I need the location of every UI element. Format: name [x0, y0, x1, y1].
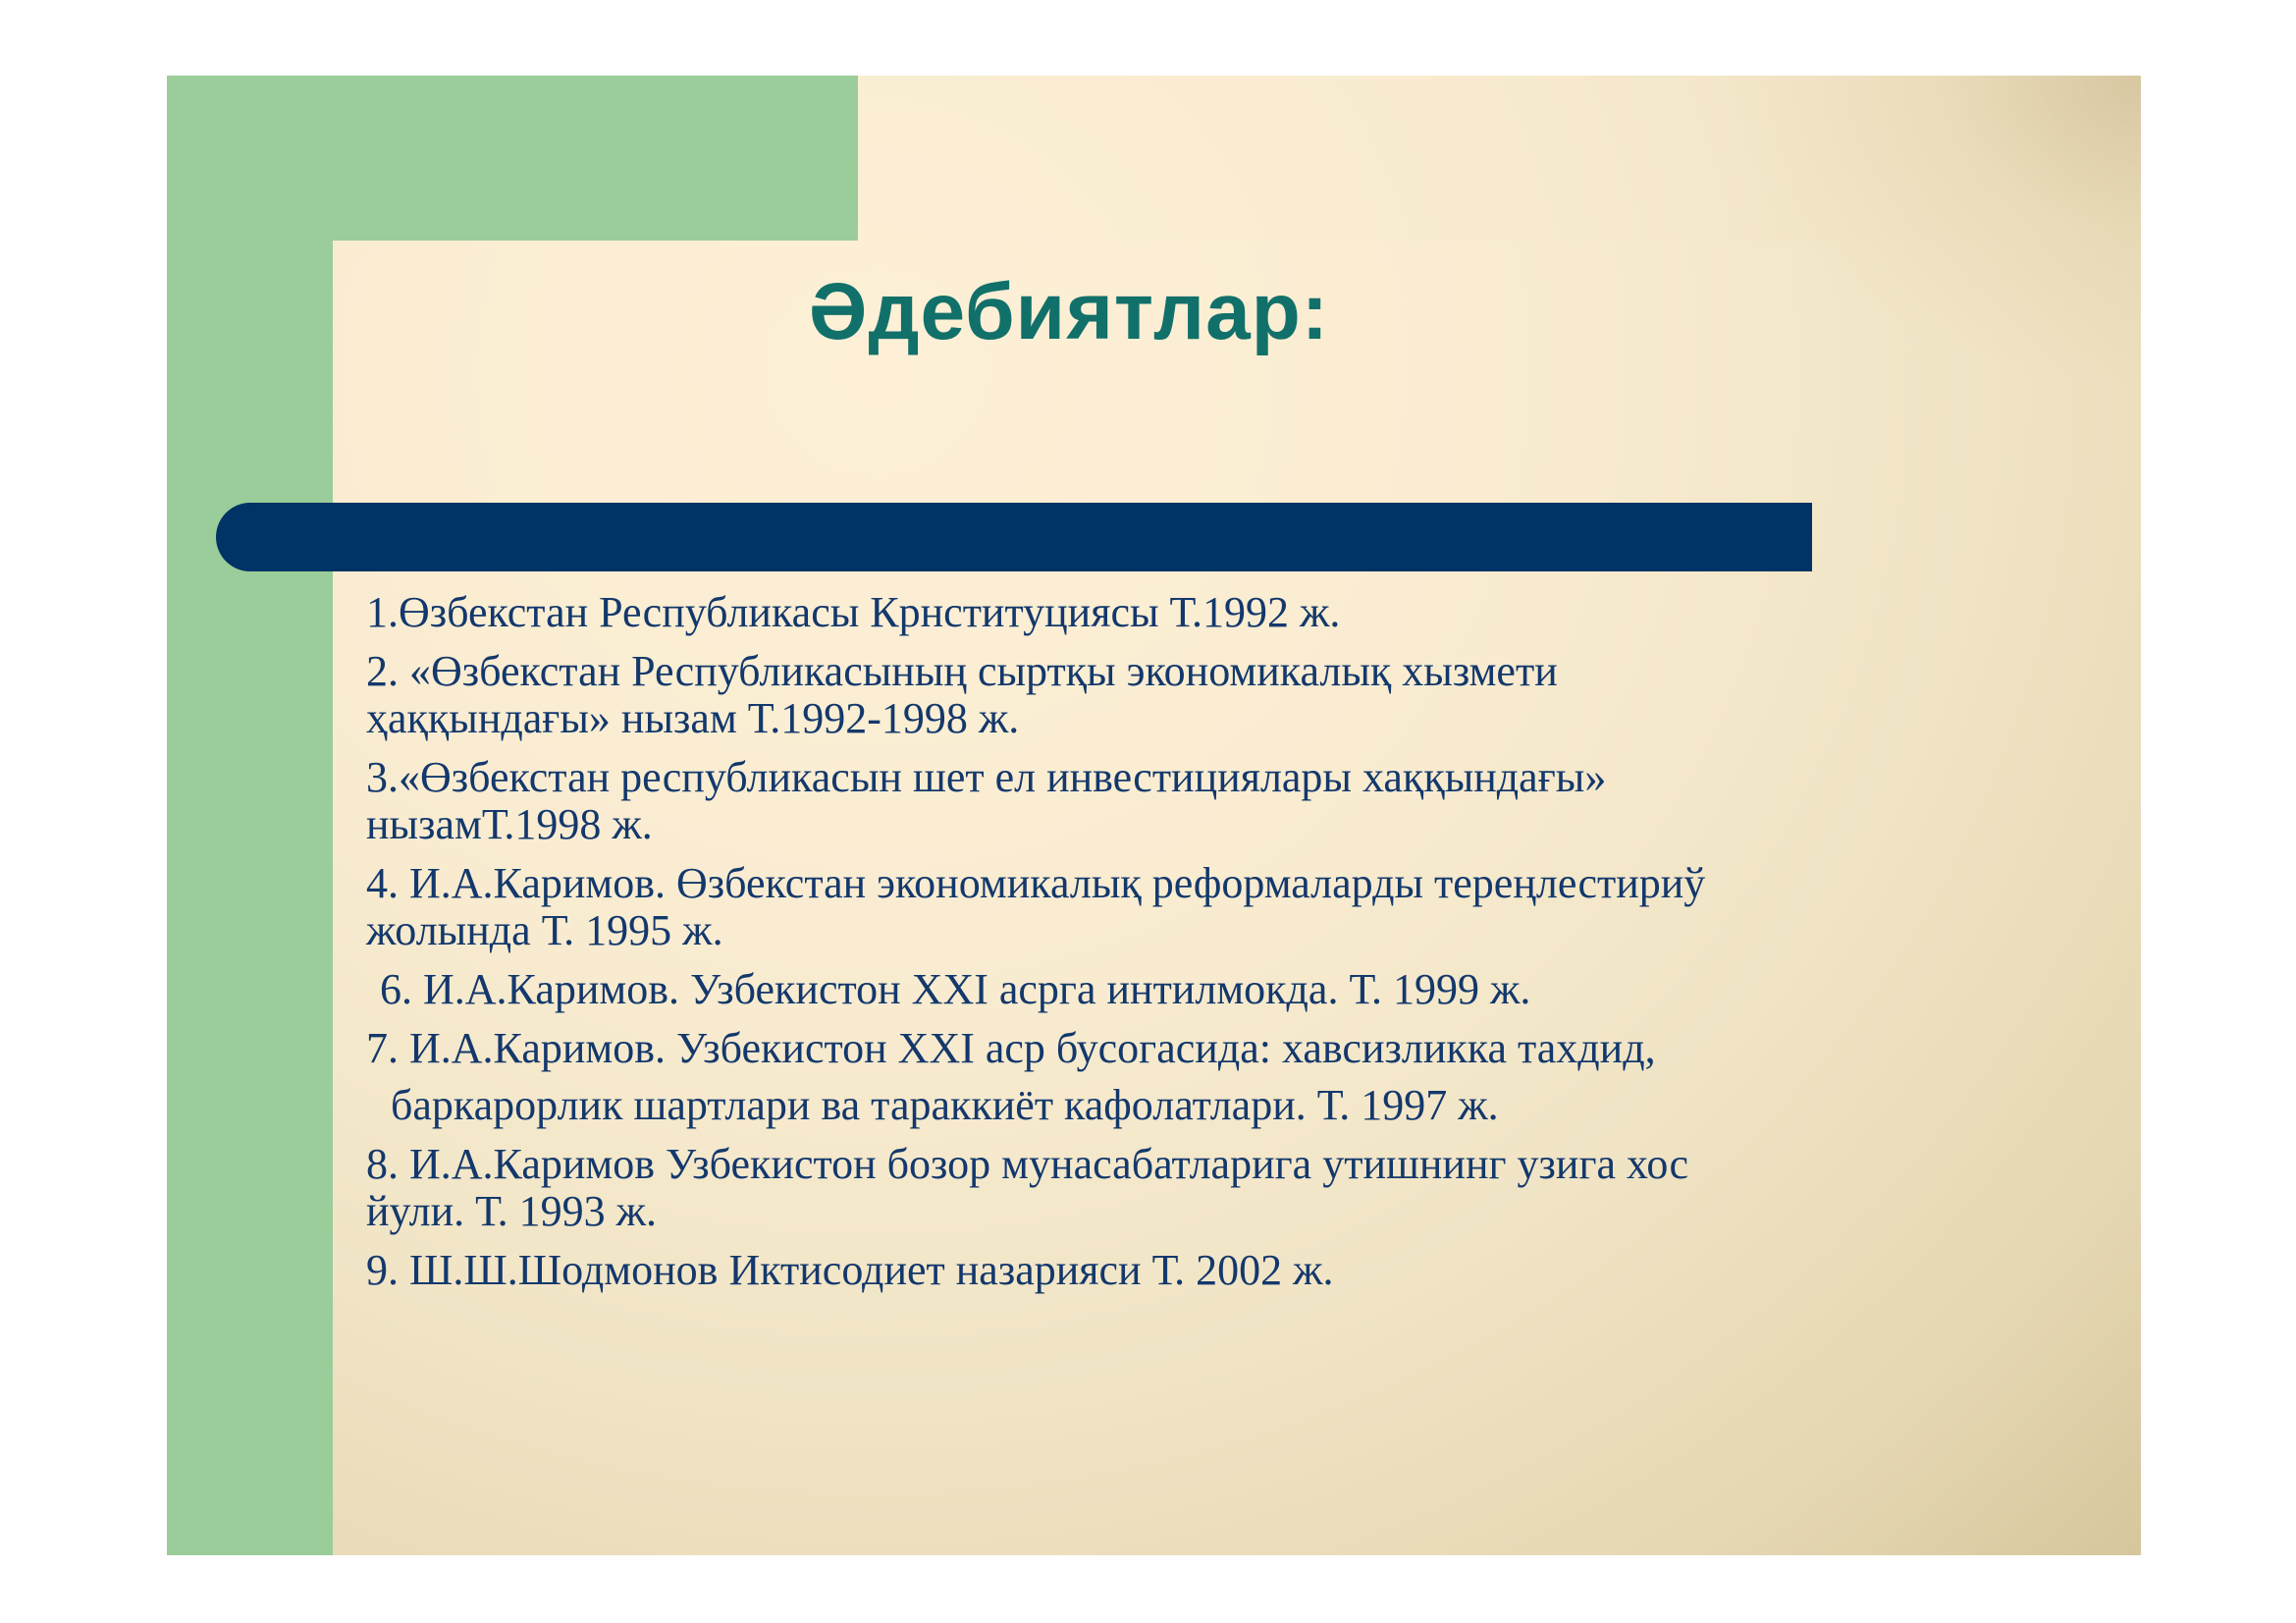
reference-item	[366, 589, 1956, 636]
reference-item	[366, 966, 1956, 1013]
reference-text: 3.«Өзбекстан республикасын шет ел инвестициялары хаққындағы»	[366, 753, 1607, 801]
reference-text: 6. И.А.Каримов. Узбекистон XXI асрга интилмокда. Т. 1999 ж.	[380, 965, 1531, 1013]
reference-item	[366, 1025, 1956, 1129]
green-top-band	[167, 76, 858, 241]
reference-text: 2. «Өзбекстан Республикасының сыртқы экономикалық хызмети	[366, 647, 1558, 695]
reference-list	[366, 589, 1956, 1306]
green-side-band	[167, 76, 333, 1555]
reference-text-continued: баркарорлик шартлари ва тараккиёт кафолатлари. Т. 1997 ж.	[391, 1081, 1499, 1129]
reference-text: 8. И.А.Каримов Узбекистон бозор мунасабатларига утишнинг узига хос	[366, 1140, 1689, 1188]
reference-text: 7. И.А.Каримов. Узбекистон XXI аср бусогасида: хавсизликка тахдид,	[366, 1024, 1656, 1072]
reference-text-continued: ҳаққындағы» нызам Т.1992-1998 ж.	[366, 694, 1020, 742]
reference-item	[366, 1141, 1956, 1235]
reference-text-continued: жолында Т. 1995 ж.	[366, 906, 723, 954]
reference-text: 9. Ш.Ш.Шодмонов Иктисодиет назарияси Т. 2002 ж.	[366, 1246, 1334, 1294]
reference-text: 1.Өзбекстан Республикасы Крнституциясы Т.1992 ж.	[366, 588, 1341, 636]
navy-divider-bar	[216, 503, 1812, 571]
reference-item	[366, 648, 1956, 742]
reference-item	[366, 754, 1956, 848]
reference-text: 4. И.А.Каримов. Өзбекстан экономикалық реформаларды тереңлестириў	[366, 859, 1706, 907]
reference-text-continued: нызамТ.1998 ж.	[366, 800, 653, 848]
reference-item	[366, 860, 1956, 954]
reference-item	[366, 1247, 1956, 1294]
slide-title: Әдебиятлар:	[808, 267, 1330, 356]
reference-text-continued: йули. Т. 1993 ж.	[366, 1187, 657, 1235]
slide	[167, 76, 2141, 1555]
